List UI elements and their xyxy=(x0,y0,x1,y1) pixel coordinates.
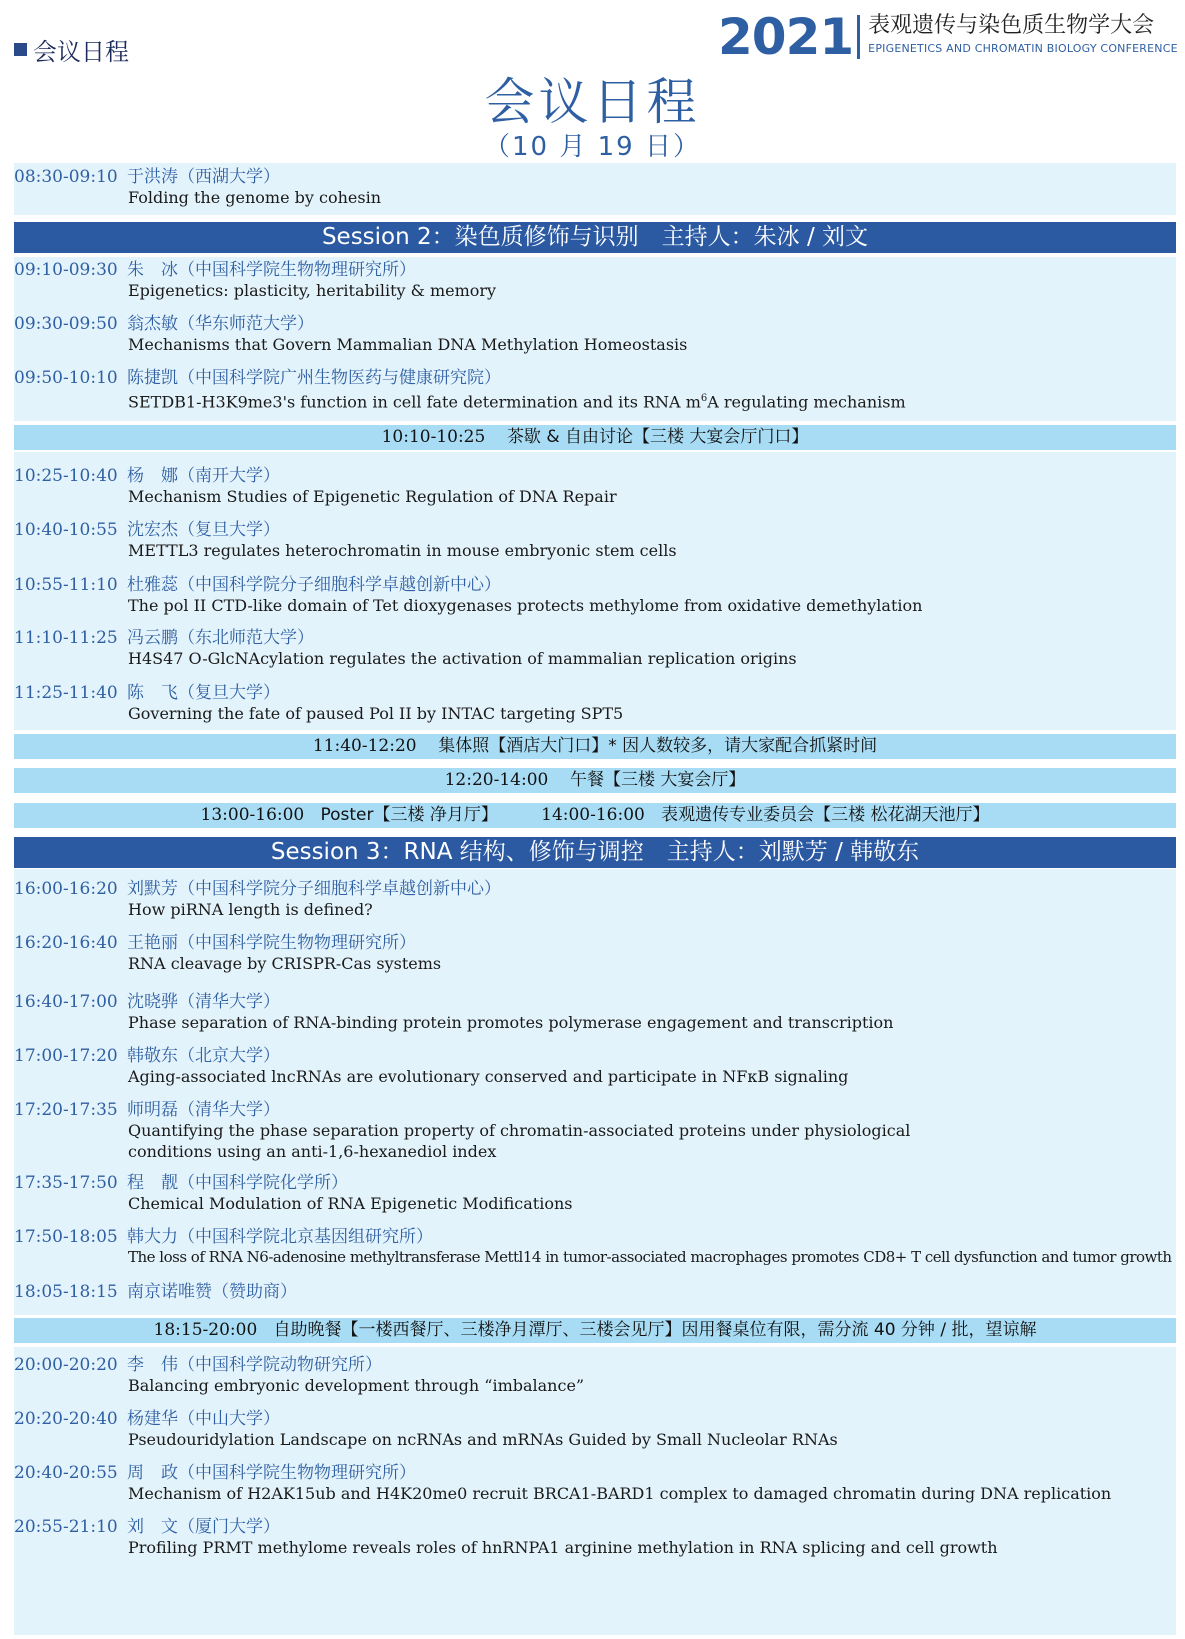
superscript: 6 xyxy=(700,393,708,404)
break-bar xyxy=(14,425,1176,450)
schedule-item xyxy=(14,1099,1176,1165)
talk-title: The loss of RNA N6-adenosine methyltransferase Mettl14 in tumor-associated macrophages promotes CD8+ T cell dysfunction and tumor growth xyxy=(128,1248,1172,1266)
time-slot: 10:25-10:40 xyxy=(14,466,118,486)
break-text: 午餐【三楼 大宴会厅】 xyxy=(569,770,746,790)
speaker: 刘默芳（中国科学院分子细胞科学卓越创新中心） xyxy=(127,879,501,899)
talk-title: Governing the fate of paused Pol II by INTAC targeting SPT5 xyxy=(128,704,624,723)
speaker: 朱 冰（中国科学院生物物理研究所） xyxy=(127,260,416,280)
talk-title: H4S47 O-GlcNAcylation regulates the activation of mammalian replication origins xyxy=(128,649,797,668)
speaker: 沈宏杰（复旦大学） xyxy=(127,520,280,540)
schedule-item xyxy=(14,627,1176,673)
brand-year: 2021 xyxy=(718,8,854,66)
break-time: 11:40-12:20 xyxy=(312,736,417,756)
speaker: 杨建华（中山大学） xyxy=(127,1409,280,1429)
break-bar xyxy=(14,803,1176,828)
time-slot: 08:30-09:10 xyxy=(14,167,118,187)
time-slot: 10:40-10:55 xyxy=(14,520,118,540)
square-bullet-icon xyxy=(14,43,27,56)
time-slot: 20:40-20:55 xyxy=(14,1463,118,1483)
speaker: 于洪涛（西湖大学） xyxy=(127,167,280,187)
schedule-item xyxy=(14,574,1176,620)
speaker: 程 靓（中国科学院化学所） xyxy=(127,1173,348,1193)
talk-title: Chemical Modulation of RNA Epigenetic Modifications xyxy=(128,1194,573,1213)
schedule-item xyxy=(14,1045,1176,1091)
break-time: 18:15-20:00 xyxy=(153,1320,258,1340)
break-time: 10:10-10:25 xyxy=(381,427,486,447)
talk-title: How piRNA length is defined? xyxy=(128,900,373,919)
talk-title: Mechanisms that Govern Mammalian DNA Methylation Homeostasis xyxy=(128,335,688,354)
speaker: 沈晓骅（清华大学） xyxy=(127,992,280,1012)
section-label: 会议日程 xyxy=(33,38,129,66)
page-title: 会议日程 xyxy=(484,73,701,131)
speaker: 杜雅蕊（中国科学院分子细胞科学卓越创新中心） xyxy=(127,575,501,595)
speaker: 南京诺唯赞（赞助商） xyxy=(127,1282,297,1302)
speaker: 师明磊（清华大学） xyxy=(127,1100,280,1120)
break-text: 表观遗传专业委员会【三楼 松花湖天池厅】 xyxy=(661,805,990,825)
talk-title: RNA cleavage by CRISPR-Cas systems xyxy=(128,954,442,973)
schedule-item xyxy=(14,932,1176,978)
break-bar xyxy=(14,1318,1176,1343)
talk-title: Folding the genome by cohesin xyxy=(128,188,381,207)
break-bar xyxy=(14,768,1176,793)
brand-divider xyxy=(857,15,860,59)
break-text: 集体照【酒店大门口】* 因人数较多，请大家配合抓紧时间 xyxy=(438,736,878,756)
speaker: 刘 文（厦门大学） xyxy=(127,1517,280,1537)
break-time: 13:00-16:00 xyxy=(200,805,305,825)
speaker: 王艳丽（中国科学院生物物理研究所） xyxy=(127,933,416,953)
time-slot: 20:20-20:40 xyxy=(14,1409,118,1429)
schedule-item xyxy=(14,519,1176,565)
talk-title-part: SETDB1-H3K9me3's function in cell fate determination and its RNA m xyxy=(128,392,701,412)
schedule-item xyxy=(14,367,1176,413)
speaker: 杨 娜（南开大学） xyxy=(127,466,280,486)
speaker: 韩敬东（北京大学） xyxy=(127,1046,280,1066)
time-slot: 16:00-16:20 xyxy=(14,879,118,899)
schedule-item xyxy=(14,313,1176,359)
speaker: 翁杰敏（华东师范大学） xyxy=(127,314,314,334)
break-text: 茶歇 & 自由讨论【三楼 大宴会厅门口】 xyxy=(506,427,809,447)
session-2-bar: Session 2：染色质修饰与识别 主持人：朱冰 / 刘文 xyxy=(14,222,1176,253)
schedule-item xyxy=(14,1226,1176,1272)
time-slot: 17:50-18:05 xyxy=(14,1227,118,1247)
schedule-item xyxy=(14,878,1176,924)
schedule-item xyxy=(14,1462,1176,1508)
break-time: 14:00-16:00 xyxy=(541,805,645,825)
talk-title: Profiling PRMT methylome reveals roles of hnRNPA1 arginine methylation in RNA splicing and cell growth xyxy=(128,1538,998,1557)
break-text: Poster【三楼 净月厅】 xyxy=(320,805,498,825)
time-slot: 09:10-09:30 xyxy=(14,260,118,280)
speaker: 韩大力（中国科学院北京基因组研究所） xyxy=(127,1227,433,1247)
time-slot: 10:55-11:10 xyxy=(14,575,118,595)
brand-name-cn: 表观遗传与染色质生物学大会 xyxy=(868,13,1155,38)
talk-title: Balancing embryonic development through “imbalance” xyxy=(128,1376,585,1395)
schedule-item xyxy=(14,1281,1176,1305)
speaker: 陈捷凯（中国科学院广州生物医药与健康研究院） xyxy=(127,368,501,388)
schedule-item xyxy=(14,1516,1176,1562)
schedule-item xyxy=(14,1354,1176,1400)
talk-title: Phase separation of RNA-binding protein promotes polymerase engagement and transcription xyxy=(128,1013,894,1032)
speaker: 冯云鹏（东北师范大学） xyxy=(127,628,314,648)
page-header xyxy=(0,0,1185,66)
time-slot: 17:20-17:35 xyxy=(14,1100,118,1120)
session-3-bar: Session 3：RNA 结构、修饰与调控 主持人：刘默芳 / 韩敬东 xyxy=(14,837,1176,868)
talk-title xyxy=(128,388,906,412)
talk-title: Pseudouridylation Landscape on ncRNAs and mRNAs Guided by Small Nucleolar RNAs xyxy=(128,1430,838,1449)
time-slot: 09:30-09:50 xyxy=(14,314,118,334)
schedule-item xyxy=(14,465,1176,511)
section-marker xyxy=(14,32,129,67)
time-slot: 11:10-11:25 xyxy=(14,628,118,648)
talk-title: Mechanism of H2AK15ub and H4K20me0 recruit BRCA1-BARD1 complex to damaged chromatin during DNA replication xyxy=(128,1484,1112,1503)
time-slot: 20:00-20:20 xyxy=(14,1355,118,1375)
break-bar xyxy=(14,734,1176,759)
schedule-item xyxy=(14,259,1176,305)
schedule-item xyxy=(14,1172,1176,1218)
talk-title: Aging-associated lncRNAs are evolutionary conserved and participate in NFκB signaling xyxy=(128,1067,849,1086)
talk-title: Quantifying the phase separation property of chromatin-associated proteins under physiological conditions using an anti-1,6-hexanediol index xyxy=(128,1121,911,1161)
talk-title-part: A regulating mechanism xyxy=(707,392,906,412)
schedule-item xyxy=(14,166,1176,212)
time-slot: 16:40-17:00 xyxy=(14,992,118,1012)
time-slot: 09:50-10:10 xyxy=(14,368,118,388)
conference-brand xyxy=(718,8,1178,66)
brand-name-en: EPIGENETICS AND CHROMATIN BIOLOGY CONFERENCE xyxy=(868,42,1178,55)
speaker: 周 政（中国科学院生物物理研究所） xyxy=(127,1463,416,1483)
break-text: 自助晚餐【一楼西餐厅、三楼净月潭厅、三楼会见厅】因用餐桌位有限，需分流 40 分钟 / 批，望谅解 xyxy=(273,1320,1037,1340)
schedule-item xyxy=(14,991,1176,1037)
time-slot: 18:05-18:15 xyxy=(14,1282,118,1302)
speaker: 陈 飞（复旦大学） xyxy=(127,683,280,703)
schedule-date: （10 月 19 日） xyxy=(484,132,701,162)
time-slot: 17:00-17:20 xyxy=(14,1046,118,1066)
talk-title: Epigenetics: plasticity, heritability & memory xyxy=(128,281,497,300)
time-slot: 20:55-21:10 xyxy=(14,1517,118,1537)
time-slot: 17:35-17:50 xyxy=(14,1173,118,1193)
schedule-item xyxy=(14,682,1176,728)
speaker: 李 伟（中国科学院动物研究所） xyxy=(127,1355,382,1375)
break-time: 12:20-14:00 xyxy=(444,770,549,790)
time-slot: 11:25-11:40 xyxy=(14,683,118,703)
schedule-item xyxy=(14,1408,1176,1454)
talk-title: METTL3 regulates heterochromatin in mouse embryonic stem cells xyxy=(128,541,677,560)
talk-title: Mechanism Studies of Epigenetic Regulation of DNA Repair xyxy=(128,487,617,506)
time-slot: 16:20-16:40 xyxy=(14,933,118,953)
talk-title: The pol II CTD-like domain of Tet dioxygenases protects methylome from oxidative demethylation xyxy=(128,596,923,615)
